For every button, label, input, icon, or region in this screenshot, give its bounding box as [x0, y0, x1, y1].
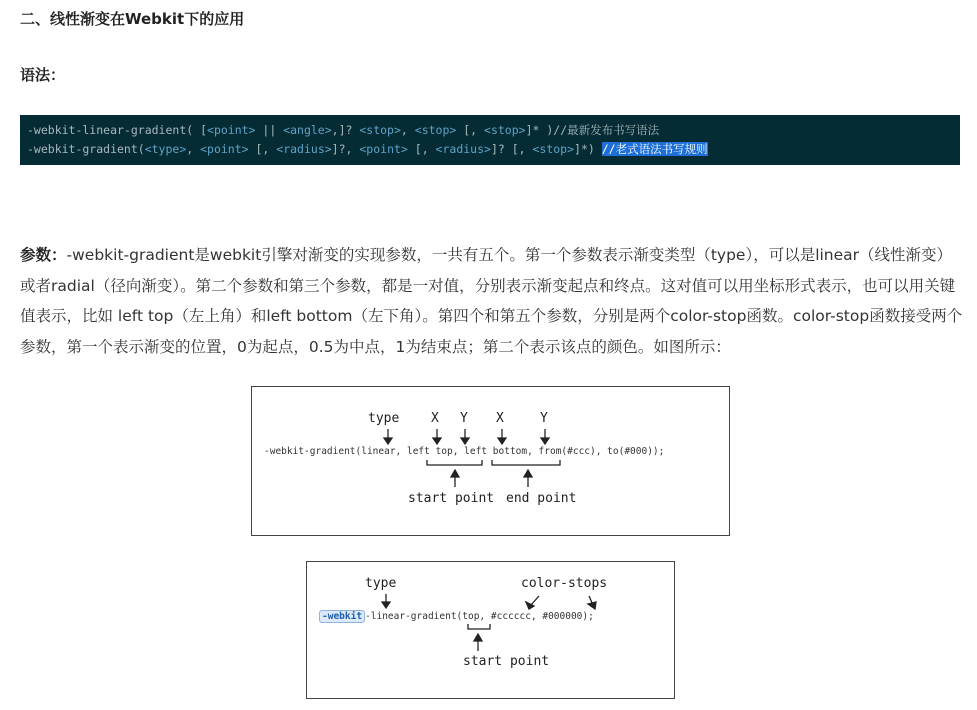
fig1-end-label: end point — [506, 491, 577, 506]
code-block — [20, 115, 960, 165]
fig2-type-label: type — [365, 576, 397, 591]
fig1-x-label-2: X — [496, 411, 504, 426]
selected-comment[interactable]: //老式语法书写规则 — [601, 142, 708, 156]
gradient-diagram-2 — [306, 561, 675, 699]
fig2-arrows — [307, 562, 675, 699]
fig1-code: -webkit-gradient(linear, left top, left bottom, from(#ccc), to(#000)); — [264, 446, 665, 457]
params-paragraph — [20, 240, 965, 362]
fig1-y-label-2: Y — [540, 411, 548, 426]
webkit-badge: -webkit — [319, 610, 365, 623]
code-line-2: -webkit-gradient(<type>, <point> [, <radius>]?, <point> [, <radius>]? [, <stop>]*) //老式语法书写规则 — [27, 142, 708, 156]
params-label: 参数： — [20, 246, 67, 264]
fig2-stops-label: color-stops — [521, 576, 608, 591]
fig2-start-label: start point — [463, 654, 550, 669]
section-heading: 二、线性渐变在Webkit下的应用 — [20, 10, 245, 28]
fig2-code: -linear-gradient(top, #cccccc, #000000); — [365, 611, 594, 622]
code-line-1: -webkit-linear-gradient( [<point> || <angle>,]? <stop>, <stop> [, <stop>]* )//最新发布书写语法 — [27, 123, 660, 137]
fig1-y-label-1: Y — [460, 411, 468, 426]
params-text: -webkit-gradient是webkit引擎对渐变的实现参数，一共有五个。第一个参数表示渐变类型（type），可以是linear（线性渐变）或者radial（径向渐变）。第二个参数和第三个参数，都是一对值，分别表示渐变起点和终点。这对值可以用坐标形式表示，也可以用关键值表示，比如 left top（左上角）和left bottom（左下角）。第四个和第五个参数，分别是两个color-stop函数。color-stop函数接受两个参数，第一个表示渐变的位置，0为起点，0.5为中点，1为结束点；第二个表示该点的颜色。如图所示： — [20, 246, 963, 356]
fig1-x-label-1: X — [431, 411, 439, 426]
syntax-label: 语法： — [20, 66, 66, 84]
fig1-type-label: type — [368, 411, 400, 426]
fig1-start-label: start point — [408, 491, 495, 506]
fig1-arrows — [252, 387, 730, 536]
gradient-diagram-1 — [251, 386, 730, 536]
